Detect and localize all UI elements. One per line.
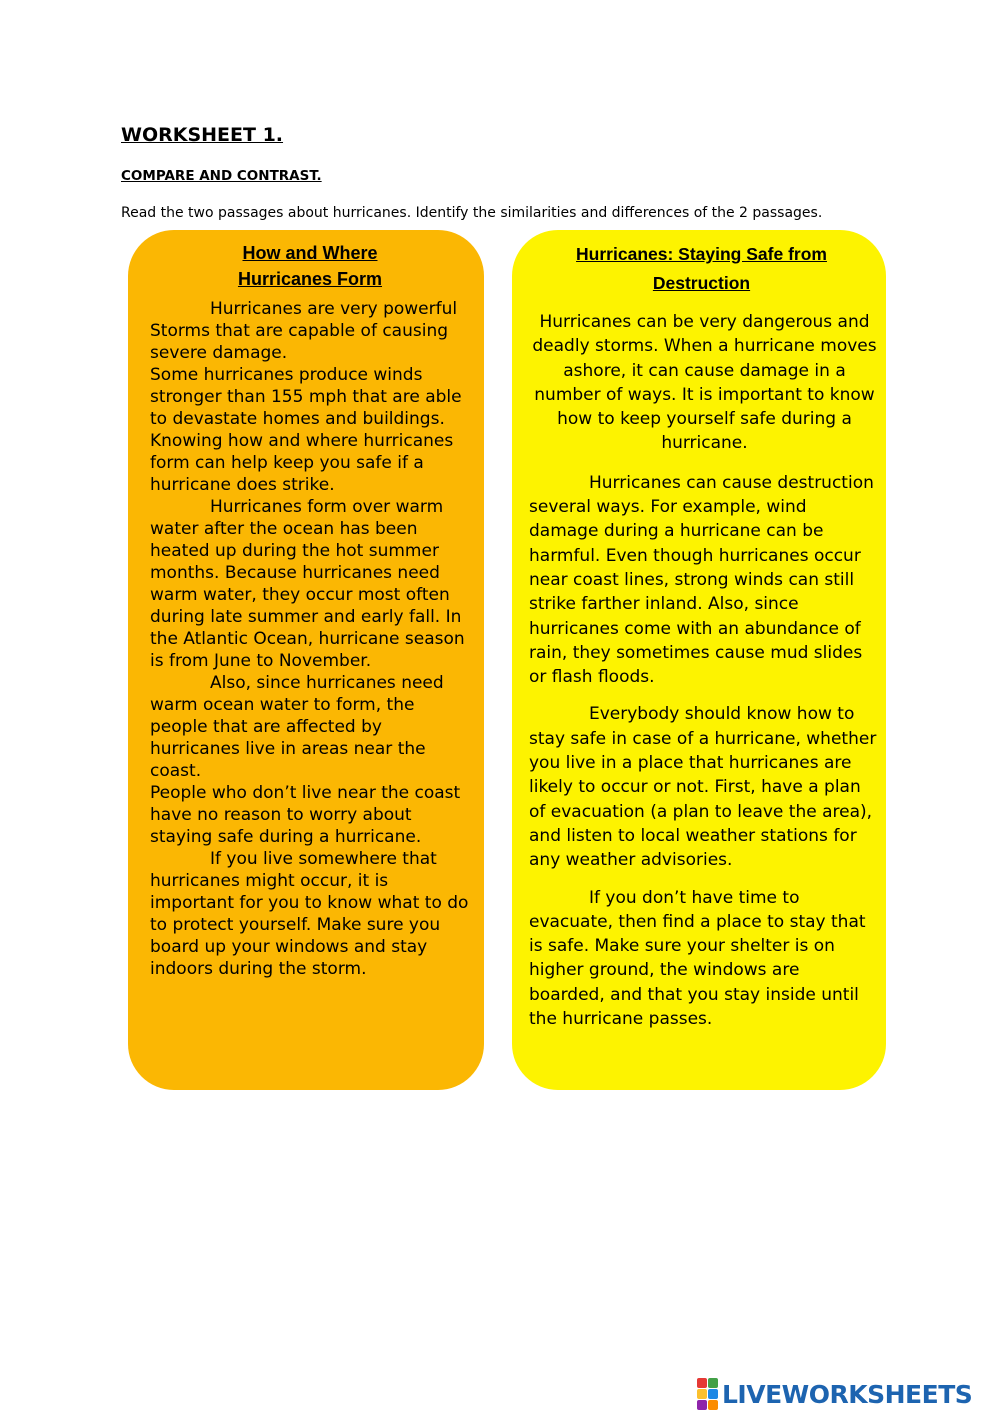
- passage-title-right: [523, 240, 880, 298]
- passage-paragraph: If you don’t have time to evacuate, then find a place to stay that is safe. Make sure your shelter is on higher ground, the windows are boarded, and that you stay inside until the hurricane passes.: [529, 887, 866, 1030]
- passage-paragraph: Hurricanes can be very dangerous and deadly storms. When a hurricane moves ashore, it can cause damage in a number of ways. It is important to know how to keep yourself safe during a hurricane.: [532, 312, 877, 454]
- passage-title-left-line2: Hurricanes Form: [237, 269, 383, 289]
- passage-paragraph: People who don’t live near the coast have no reason to worry about staying safe during a hurricane.: [150, 783, 461, 847]
- passage-body-left: [150, 298, 470, 980]
- liveworksheets-logo[interactable]: [697, 1378, 972, 1410]
- liveworksheets-logo-icon: [697, 1378, 718, 1410]
- passage-body-right: [529, 310, 880, 1031]
- logo-text: LIVEWORKSHEETS: [722, 1379, 973, 1409]
- passage-paragraph: Hurricanes form over warm water after the ocean has been heated up during the hot summer months. Because hurricanes need warm water, they occur most often during late summer and early fall. In the Atlantic Ocean, hurricane season is from June to November.: [150, 497, 465, 671]
- passage-title-left-line1: How and Where: [242, 243, 378, 263]
- passage-title-left: [150, 240, 470, 292]
- worksheet-title: WORKSHEET 1.: [121, 124, 284, 146]
- passage-title-right-line1: Hurricanes: Staying Safe from: [576, 244, 827, 264]
- passage-paragraph: Everybody should know how to stay safe in case of a hurricane, whether you live in a place that hurricanes are likely to occur or not. First, have a plan of evacuation (a plan to leave the area), and listen to local weather stations for any weather advisories.: [529, 704, 877, 871]
- passage-card-left: [128, 230, 484, 1090]
- passage-paragraph: Also, since hurricanes need warm ocean water to form, the people that are affected by hurricanes live in areas near the coast.: [150, 673, 444, 781]
- worksheet-subtitle: COMPARE AND CONTRAST.: [121, 168, 322, 184]
- passage-paragraph: Hurricanes are very powerful Storms that are capable of causing severe damage.: [150, 299, 458, 363]
- passage-paragraph: Some hurricanes produce winds stronger than 155 mph that are able to devastate homes and buildings. Knowing how and where hurricanes form can help keep you safe if a hurricane does strike.: [150, 365, 462, 495]
- passage-card-right: [512, 230, 886, 1090]
- passage-paragraph: If you live somewhere that hurricanes might occur, it is important for you to know what to do to protect yourself. Make sure you board up your windows and stay indoors during the storm.: [150, 849, 469, 979]
- passage-title-right-line2: Destruction: [652, 273, 751, 293]
- passage-paragraph: Hurricanes can cause destruction several ways. For example, wind damage during a hurricane can be harmful. Even though hurricanes occur near coast lines, strong winds can still strike farther inland. Also, since hurricanes come with an abundance of rain, they sometimes cause mud slides or flash floods.: [529, 472, 874, 688]
- worksheet-instructions: Read the two passages about hurricanes. Identify the similarities and differences of the 2 passages.: [121, 205, 823, 221]
